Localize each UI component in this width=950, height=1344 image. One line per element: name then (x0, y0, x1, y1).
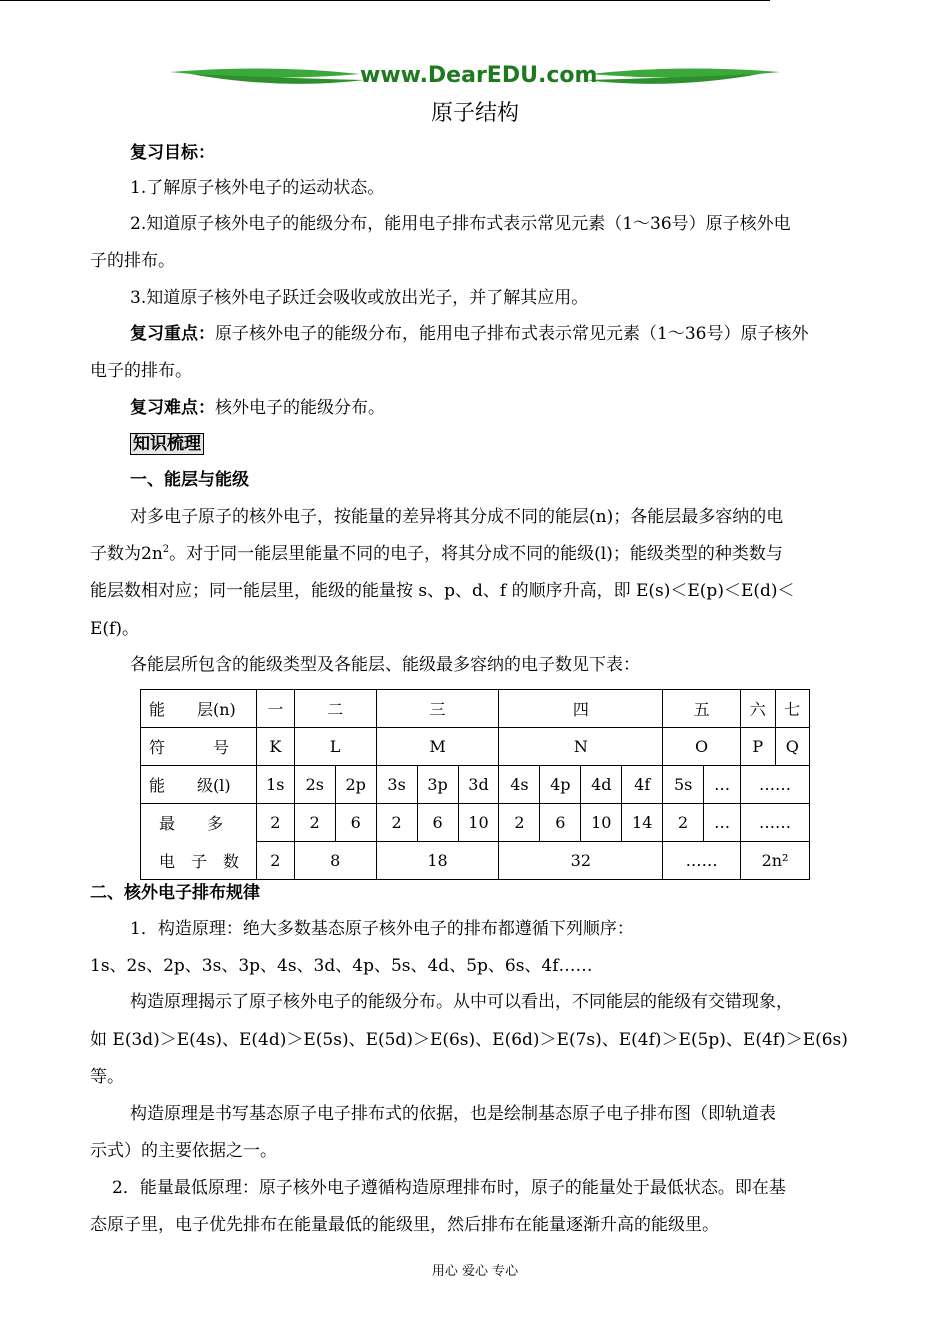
goal-3: 3.知道原子核外电子跃迁会吸收或放出光子，并了解其应用。 (130, 288, 589, 308)
layer-max-cell: 2n² (741, 842, 810, 880)
symbol-cell: M (376, 728, 499, 766)
section2-p3-line2: 示式）的主要依据之一。 (90, 1141, 277, 1161)
site-logo (170, 60, 780, 92)
energy-level-table (140, 689, 810, 880)
symbol-cell: N (499, 728, 663, 766)
section2-p2-line3: 等。 (90, 1067, 124, 1087)
max-cell: 6 (417, 804, 458, 842)
section2-p2-line1: 构造原理揭示了原子核外电子的能级分布。从中可以看出，不同能层的能级有交错现象， (130, 992, 793, 1012)
section1-p2: 各能层所包含的能级类型及各能层、能级最多容纳的电子数见下表： (130, 655, 640, 675)
page-title: 原子结构 (430, 101, 519, 126)
knowledge-label: 知识梳理 (130, 433, 204, 455)
level-cell: 2s (294, 766, 335, 804)
max-cell: 2 (663, 804, 704, 842)
max-cell: 14 (622, 804, 663, 842)
header-rule (0, 0, 770, 1)
layer-max-cell: 2 (256, 842, 294, 880)
layer-max-cell: 32 (499, 842, 663, 880)
layer-cell (741, 690, 810, 728)
site-url: www.DearEDU.com (360, 63, 598, 88)
layer-max-cell: 18 (376, 842, 499, 880)
table-row-level-max (141, 804, 810, 842)
page-footer: 用心 爱心 专心 (431, 1264, 519, 1279)
max-cell: … (704, 804, 741, 842)
section1-p1-line1: 对多电子原子的核外电子，按能量的差异将其分成不同的能层(n)；各能层最多容纳的电 (130, 507, 784, 527)
symbol-cell (741, 728, 810, 766)
level-cell: 2p (335, 766, 376, 804)
max-cell: 2 (499, 804, 540, 842)
row-label-max1: 最 多 (141, 804, 257, 842)
symbol-cell: O (663, 728, 741, 766)
level-cell: 3d (458, 766, 499, 804)
level-cell: 4d (581, 766, 622, 804)
max-cell: 10 (458, 804, 499, 842)
symbol-cell: L (294, 728, 376, 766)
section2-order: 1s、2s、2p、3s、3p、4s、3d、4p、5s、4d、5p、6s、4f…… (90, 956, 593, 976)
key-text-cont: 电子的排布。 (90, 361, 192, 381)
section1-p1-line3: 能层数相对应；同一能层里，能级的能量按 s、p、d、f 的顺序升高，即 E(s)＜E(p)＜E(d)＜ (90, 581, 795, 601)
max-cell: 6 (335, 804, 376, 842)
section2-p4-line1: 2．能量最低原理：原子核外电子遵循构造原理排布时，原子的能量处于最低状态。即在基 (112, 1178, 786, 1198)
layer-cell: 二 (294, 690, 376, 728)
difficulty (130, 397, 385, 419)
symbol-cell: K (256, 728, 294, 766)
layer-max-cell: 8 (294, 842, 376, 880)
section2-p2-line2: 如 E(3d)＞E(4s)、E(4d)＞E(5s)、E(5d)＞E(6s)、E(6d)＞E(7s)、E(4f)＞E(5p)、E(4f)＞E(6s) (90, 1030, 848, 1050)
section2-p3-line1: 构造原理是书写基态原子电子排布式的依据，也是绘制基态原子电子排布图（即轨道表 (130, 1104, 776, 1124)
layer-cell: 七 (784, 700, 801, 719)
goal-1: 1.了解原子核外电子的运动状态。 (130, 178, 385, 198)
difficulty-text: 核外电子的能级分布。 (215, 398, 385, 418)
layer-cell: 五 (663, 690, 741, 728)
knowledge-section-box (130, 433, 204, 455)
table-row-symbol (141, 728, 810, 766)
level-cell: 5s (663, 766, 704, 804)
level-cell: 3s (376, 766, 417, 804)
level-cell: … (704, 766, 741, 804)
max-cell: 2 (376, 804, 417, 842)
superscript: 2 (162, 544, 170, 555)
layer-cell: 四 (499, 690, 663, 728)
key-points (130, 323, 808, 345)
layer-cell: 六 (741, 690, 775, 727)
row-label-max2: 电 子 数 (141, 842, 257, 880)
max-cell: 2 (256, 804, 294, 842)
row-label-layer: 能 层(n) (141, 690, 257, 728)
section2-p4-line2: 态原子里，电子优先排布在能量最低的能级里，然后排布在能量逐渐升高的能级里。 (90, 1215, 719, 1235)
table-row-level (141, 766, 810, 804)
section2-heading: 二、核外电子排布规律 (90, 883, 260, 903)
section1-p1-line2 (90, 543, 783, 565)
max-cell: 6 (540, 804, 581, 842)
level-cell: 1s (256, 766, 294, 804)
key-text: 原子核外电子的能级分布，能用电子排布式表示常见元素（1～36号）原子核外 (215, 324, 809, 344)
section1-p1-line4: E(f)。 (90, 619, 139, 639)
section1-heading: 一、能层与能级 (130, 470, 249, 490)
layer-cell: 三 (376, 690, 499, 728)
row-label-symbol: 符 号 (141, 728, 257, 766)
layer-cell: 一 (256, 690, 294, 728)
level-cell: 4s (499, 766, 540, 804)
symbol-cell: Q (785, 737, 799, 756)
difficulty-label: 复习难点： (130, 398, 215, 418)
goals-label: 复习目标： (130, 143, 215, 163)
table-row-layer-max (141, 842, 810, 880)
text-span: 子数为2n (90, 544, 163, 564)
max-cell: 2 (294, 804, 335, 842)
max-cell: 10 (581, 804, 622, 842)
level-cell: 3p (417, 766, 458, 804)
layer-max-cell: …… (663, 842, 741, 880)
text-span: 。对于同一能层里能量不同的电子，将其分成不同的能级(l)；能级类型的种类数与 (169, 544, 783, 564)
level-cell: …… (741, 766, 810, 804)
level-cell: 4p (540, 766, 581, 804)
section2-p1: 1．构造原理：绝大多数基态原子核外电子的排布都遵循下列顺序： (130, 919, 634, 939)
symbol-cell: P (741, 728, 775, 765)
max-cell: …… (741, 804, 810, 842)
goal-2-cont: 子的排布。 (90, 251, 175, 271)
level-cell: 4f (622, 766, 663, 804)
table-row-layer (141, 690, 810, 728)
key-label: 复习重点： (130, 324, 215, 344)
row-label-level: 能 级(l) (141, 766, 257, 804)
goal-2: 2.知道原子核外电子的能级分布，能用电子排布式表示常见元素（1～36号）原子核外电 (130, 214, 791, 234)
